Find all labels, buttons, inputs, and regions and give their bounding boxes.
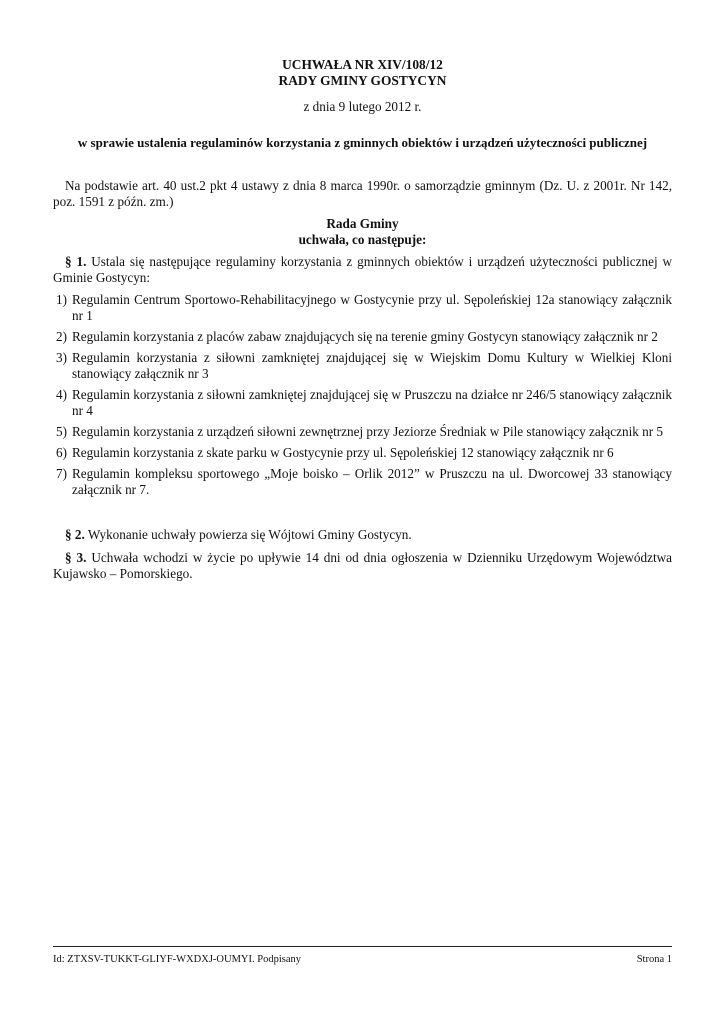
resolution-number: UCHWAŁA NR XIV/108/12	[282, 57, 443, 72]
list-item-number: 1)	[56, 292, 67, 307]
regulations-list	[53, 292, 672, 503]
list-item	[53, 445, 672, 461]
list-item	[53, 387, 672, 419]
document-page	[53, 0, 672, 1024]
list-item-text: Regulamin kompleksu sportowego „Moje boisko – Orlik 2012” w Pruszczu na ul. Dworcowej 33 stanowiący załącznik nr 7.	[72, 466, 672, 497]
council-name: RADY GMINY GOSTYCYN	[278, 73, 447, 88]
section-1-text: Ustala się następujące regulaminy korzystania z gminnych obiektów i urządzeń użyteczności publicznej w Gminie Gostycyn:	[53, 254, 673, 285]
list-item-text: Regulamin Centrum Sportowo-Rehabilitacyjnego w Gostycynie przy ul. Sępoleńskiej 12a stanowiący załącznik nr 1	[72, 292, 672, 323]
section-1-mark: § 1.	[65, 254, 87, 269]
list-item-number: 6)	[56, 445, 67, 460]
council-heading: Rada Gminy	[326, 216, 399, 231]
list-item-text: Regulamin korzystania z placów zabaw znajdujących się na terenie gminy Gostycyn stanowiący załącznik nr 2	[72, 329, 658, 344]
section-1	[53, 254, 672, 286]
list-item	[53, 292, 672, 324]
list-item	[53, 424, 672, 440]
section-2-mark: § 2.	[65, 527, 85, 542]
list-item	[53, 466, 672, 498]
list-item-text: Regulamin korzystania z skate parku w Gostycynie przy ul. Sępoleńskiej 12 stanowiący załącznik nr 6	[72, 445, 614, 460]
section-2	[53, 527, 672, 543]
list-item-number: 5)	[56, 424, 67, 439]
footer-divider	[53, 946, 672, 947]
list-item-text: Regulamin korzystania z siłowni zamkniętej znajdującej się w Wiejskim Domu Kultury w Wielkiej Kloni stanowiący załącznik nr 3	[72, 350, 672, 381]
list-item-number: 7)	[56, 466, 67, 481]
section-3-text: Uchwała wchodzi w życie po upływie 14 dni od dnia ogłoszenia w Dzienniku Urzędowym Województwa Kujawsko – Pomorskiego.	[53, 550, 673, 581]
list-item-text: Regulamin korzystania z siłowni zamkniętej znajdującej się w Pruszczu na działce nr 246/5 stanowiący załącznik nr 4	[72, 387, 672, 418]
list-item	[53, 329, 672, 345]
council-decision: uchwała, co następuje:	[298, 232, 427, 247]
resolution-date: z dnia 9 lutego 2012 r.	[303, 99, 422, 114]
preamble: Na podstawie art. 40 ust.2 pkt 4 ustawy z dnia 8 marca 1990r. o samorządzie gminnym (Dz. U. z 2001r. Nr 142, poz. 1591 z późn. zm.)	[53, 178, 672, 209]
section-2-text: Wykonanie uchwały powierza się Wójtowi Gminy Gostycyn.	[87, 527, 412, 542]
document-id: Id: ZTXSV-TUKKT-GLIYF-WXDXJ-OUMYI. Podpisany	[53, 954, 302, 965]
resolution-subject: w sprawie ustalenia regulaminów korzystania z gminnych obiektów i urządzeń użyteczności publicznej	[77, 135, 648, 150]
list-item-number: 3)	[56, 350, 67, 365]
page-number: Strona 1	[636, 954, 672, 965]
list-item	[53, 350, 672, 382]
list-item-number: 4)	[56, 387, 67, 402]
section-3	[53, 550, 672, 582]
section-3-mark: § 3.	[65, 550, 87, 565]
list-item-number: 2)	[56, 329, 67, 344]
list-item-text: Regulamin korzystania z urządzeń siłowni zewnętrznej przy Jeziorze Średniak w Pile stanowiący załącznik nr 5	[72, 424, 664, 439]
